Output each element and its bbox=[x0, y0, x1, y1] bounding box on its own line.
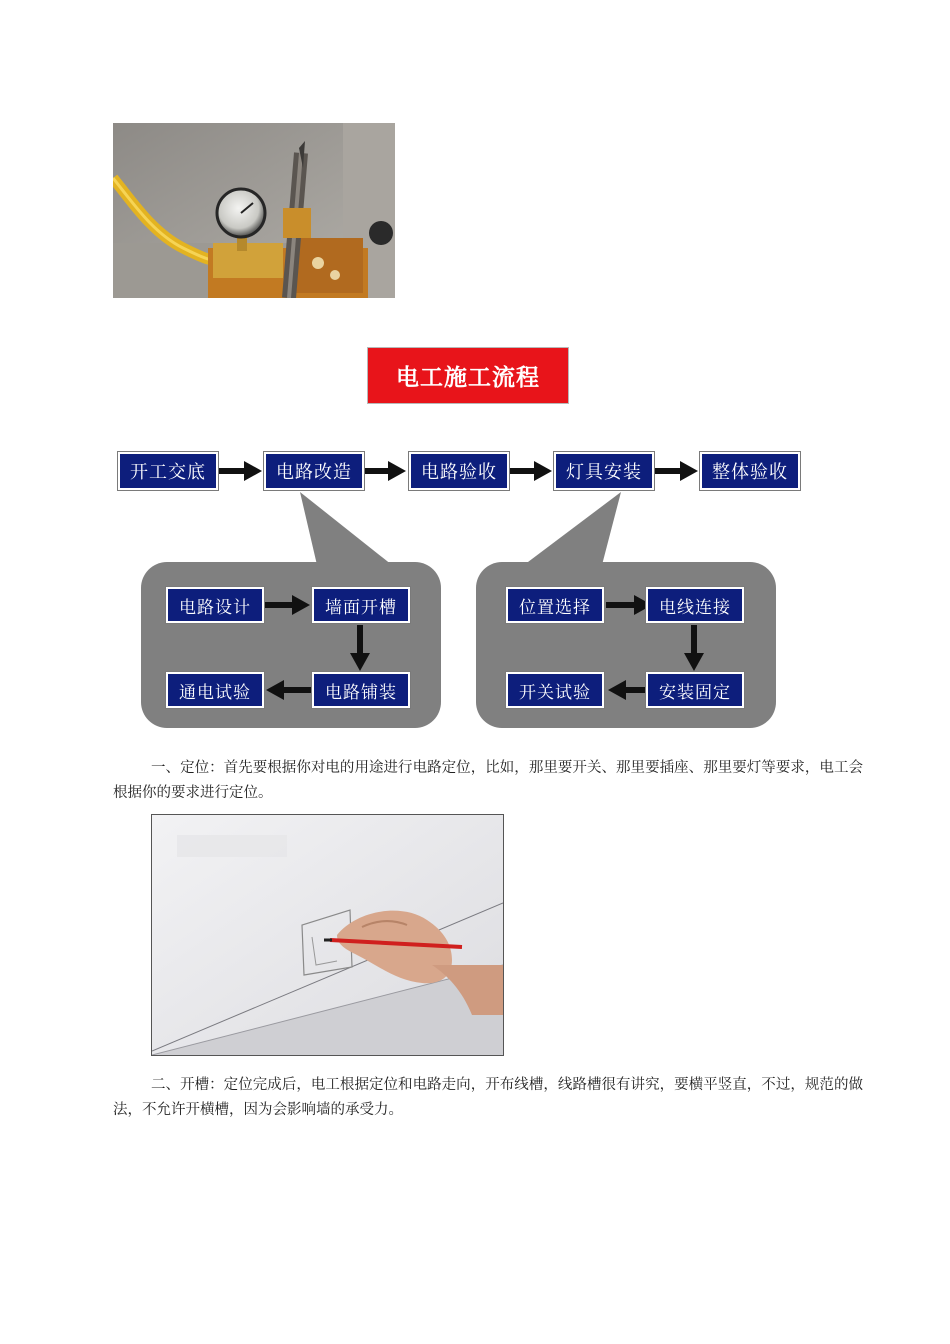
paragraph-slotting bbox=[113, 1073, 863, 1123]
right-detail-step-3: 安装固定 bbox=[646, 672, 744, 708]
left-callout-pointer bbox=[300, 492, 392, 565]
left-detail-step-1: 电路设计 bbox=[166, 587, 264, 623]
left-detail-step-2: 墙面开槽 bbox=[312, 587, 410, 623]
paragraph-positioning bbox=[113, 756, 863, 806]
right-callout-pointer bbox=[524, 492, 621, 565]
main-step-3: 电路验收 bbox=[409, 452, 509, 490]
paragraph-positioning-text: 一、定位：首先要根据你对电的用途进行电路定位，比如，那里要开关、那里要插座、那里要灯等要求，电工会根据你的要求进行定位。 bbox=[113, 760, 863, 801]
right-detail-step-1: 位置选择 bbox=[506, 587, 604, 623]
wall-marking-photo bbox=[151, 814, 504, 1056]
left-detail-step-3: 电路铺装 bbox=[312, 672, 410, 708]
left-detail-step-4: 通电试验 bbox=[166, 672, 264, 708]
flowchart-title: 电工施工流程 bbox=[367, 347, 569, 404]
main-step-4: 灯具安装 bbox=[554, 452, 654, 490]
right-detail-step-4: 开关试验 bbox=[506, 672, 604, 708]
right-detail-step-2: 电线连接 bbox=[646, 587, 744, 623]
main-step-1: 开工交底 bbox=[118, 452, 218, 490]
main-step-2: 电路改造 bbox=[264, 452, 364, 490]
paragraph-slotting-text: 二、开槽：定位完成后，电工根据定位和电路走向，开布线槽，线路槽很有讲究，要横平竖直，不过，规范的做法，不允许开横槽，因为会影响墙的承受力。 bbox=[113, 1077, 863, 1118]
main-step-5: 整体验收 bbox=[700, 452, 800, 490]
